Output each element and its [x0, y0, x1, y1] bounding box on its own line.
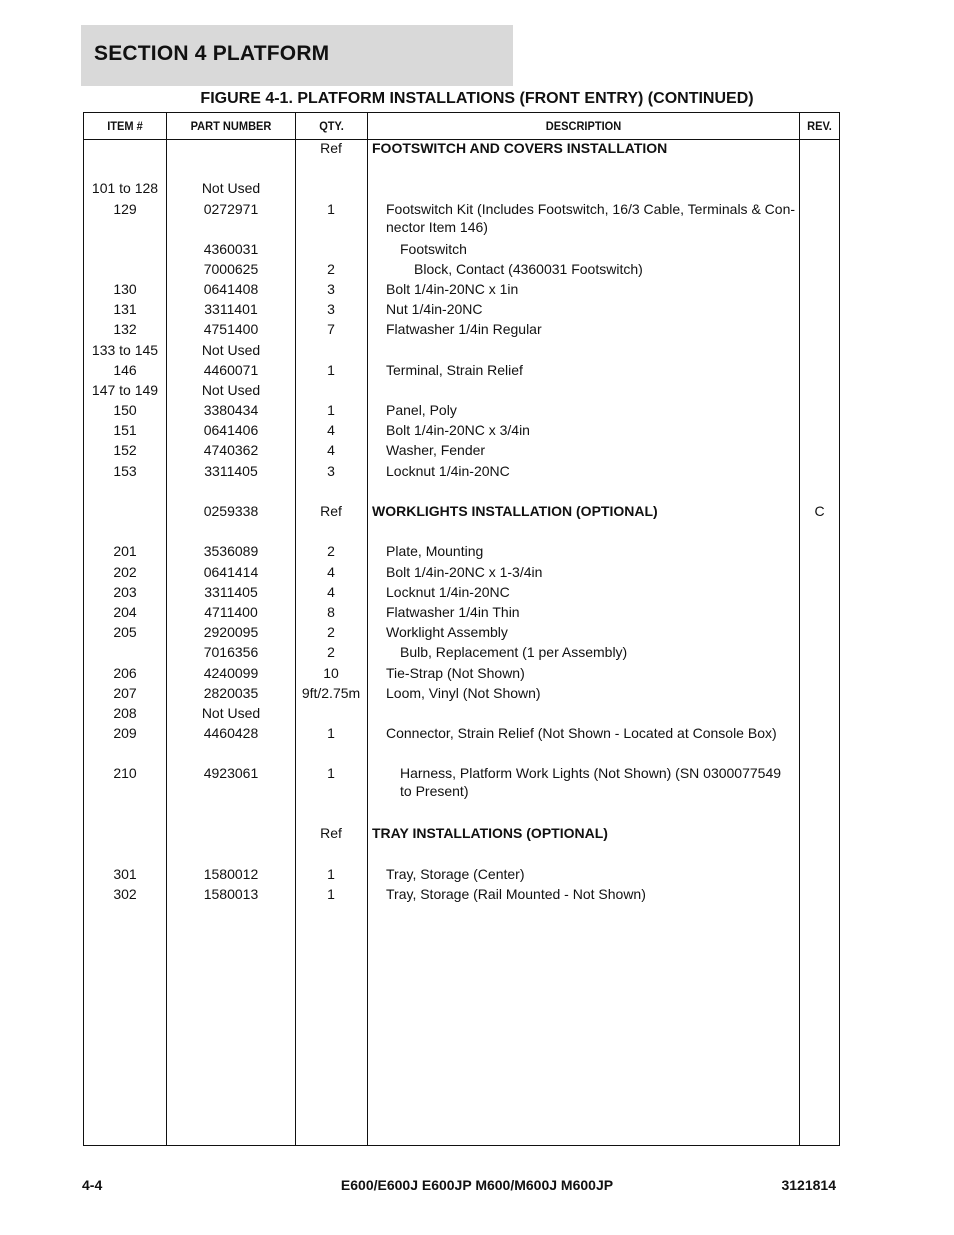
table-row: [0, 542, 954, 562]
table-row: [0, 280, 954, 300]
table-row: [0, 200, 954, 240]
item-cell: 210: [113, 765, 137, 782]
item-cell: 101 to 128: [91, 180, 159, 197]
item-cell: 206: [113, 664, 137, 681]
item-cell: 202: [113, 563, 137, 580]
qty-cell: 2: [327, 624, 335, 641]
table-row: [0, 482, 954, 502]
qty-cell: 1: [327, 200, 335, 217]
part-number-cell: 0641408: [203, 280, 259, 297]
table-row: [0, 885, 954, 905]
description-cell: TRAY INSTALLATIONS (OPTIONAL): [372, 825, 608, 842]
description-cell: Flatwasher 1/4in Thin: [386, 603, 520, 620]
item-cell: 132: [113, 321, 137, 338]
qty-cell: 2: [327, 644, 335, 661]
qty-cell: 1: [327, 361, 335, 378]
qty-cell: Ref: [320, 825, 342, 842]
table-row: [0, 381, 954, 401]
description-cell: Bolt 1/4in-20NC x 3/4in: [386, 422, 530, 439]
part-number-cell: Not Used: [201, 180, 261, 197]
item-cell: 205: [113, 624, 137, 641]
section-title: SECTION 4 PLATFORM: [94, 42, 330, 65]
part-number-cell: 2920095: [203, 624, 259, 641]
table-row: [0, 563, 954, 583]
description-cell: Bulb, Replacement (1 per Assembly): [400, 644, 628, 661]
description-cell: Flatwasher 1/4in Regular: [386, 321, 542, 338]
header-item: ITEM #: [107, 119, 143, 133]
description-cell: Tray, Storage (Rail Mounted - Not Shown): [386, 885, 646, 902]
table-row: [0, 159, 954, 179]
qty-cell: 4: [327, 563, 335, 580]
page-number: 4-4: [82, 1177, 103, 1193]
table-row: [0, 643, 954, 663]
qty-cell: 4: [327, 442, 335, 459]
table-row: [0, 401, 954, 421]
part-number-cell: 4240099: [203, 664, 259, 681]
item-cell: 152: [113, 442, 137, 459]
table-row: [0, 361, 954, 381]
table-row: [0, 704, 954, 724]
header-rev: REV.: [807, 119, 832, 133]
description-cell: Footswitch: [400, 240, 467, 257]
description-cell: FOOTSWITCH AND COVERS INSTALLATION: [372, 140, 668, 156]
description-cell: Block, Contact (4360031 Footswitch): [414, 260, 643, 277]
qty-cell: 2: [327, 543, 335, 560]
description-cell: Tie-Strap (Not Shown): [386, 664, 525, 681]
part-number-cell: 0272971: [203, 200, 259, 217]
item-cell: 129: [113, 200, 137, 217]
description-cell: Harness, Platform Work Lights (Not Shown) (SN 0300077549 to Present): [400, 765, 782, 800]
part-number-cell: 4711400: [204, 603, 258, 620]
description-cell: Locknut 1/4in-20NC: [386, 462, 510, 479]
part-number-cell: Not Used: [201, 381, 261, 398]
item-cell: 133 to 145: [91, 341, 159, 358]
qty-cell: 1: [327, 402, 335, 419]
header-qty: QTY.: [319, 119, 344, 133]
qty-cell: 3: [327, 280, 335, 297]
item-cell: 147 to 149: [91, 381, 159, 398]
part-number-cell: 4751400: [203, 321, 259, 338]
part-number-cell: 0641414: [203, 563, 259, 580]
part-number-cell: 3536089: [203, 543, 259, 560]
table-row: [0, 844, 954, 864]
description-cell: Locknut 1/4in-20NC: [386, 583, 510, 600]
description-cell: Worklight Assembly: [386, 624, 508, 641]
qty-cell: 8: [327, 603, 335, 620]
part-number-cell: 4460071: [203, 361, 259, 378]
description-cell: Footswitch Kit (Includes Footswitch, 16/3 Cable, Terminals & Con-nector Item 146): [386, 200, 796, 235]
table-row: [0, 421, 954, 441]
qty-cell: 4: [327, 583, 335, 600]
description-cell: Bolt 1/4in-20NC x 1-3/4in: [386, 563, 543, 580]
part-number-cell: 1580013: [203, 885, 259, 902]
qty-cell: 1: [327, 725, 335, 742]
part-number-cell: 7016356: [203, 644, 259, 661]
description-cell: Plate, Mounting: [386, 543, 484, 560]
description-cell: Terminal, Strain Relief: [386, 361, 523, 378]
item-cell: 130: [113, 280, 137, 297]
description-cell: Panel, Poly: [386, 402, 457, 419]
qty-cell: 3: [327, 301, 335, 318]
table-row: [0, 684, 954, 704]
description-cell: Tray, Storage (Center): [386, 865, 525, 882]
description-cell: Connector, Strain Relief (Not Shown - Located at Console Box): [386, 725, 777, 742]
description-cell: Loom, Vinyl (Not Shown): [386, 684, 541, 701]
table-row: [0, 139, 954, 159]
table-row: [0, 240, 954, 260]
table-row: [0, 623, 954, 643]
table-row: [0, 724, 954, 764]
table-row: [0, 179, 954, 199]
part-number-cell: 0259338: [203, 503, 259, 519]
qty-cell: 7: [327, 321, 335, 338]
part-number-cell: 3311405: [204, 462, 258, 479]
rev-cell: C: [814, 503, 825, 519]
section-header: [81, 25, 513, 86]
item-cell: 201: [113, 543, 137, 560]
table-row: [0, 764, 954, 804]
description-cell: Bolt 1/4in-20NC x 1in: [386, 280, 519, 297]
description-cell: WORKLIGHTS INSTALLATION (OPTIONAL): [372, 503, 658, 519]
figure-title: FIGURE 4-1. PLATFORM INSTALLATIONS (FRONT ENTRY) (CONTINUED): [200, 90, 754, 107]
qty-cell: 4: [327, 422, 335, 439]
table-body: [0, 139, 954, 905]
part-number-cell: 0641406: [203, 422, 259, 439]
qty-cell: Ref: [320, 503, 342, 519]
item-cell: 146: [113, 361, 137, 378]
document-number: 3121814: [781, 1177, 836, 1193]
item-cell: 150: [113, 402, 137, 419]
qty-cell: 10: [323, 664, 339, 681]
header-description: DESCRIPTION: [545, 119, 622, 133]
part-number-cell: Not Used: [201, 341, 261, 358]
qty-cell: 3: [327, 462, 335, 479]
model-list: E600/E600J E600JP M600/M600J M600JP: [340, 1177, 614, 1193]
part-number-cell: 4923061: [203, 765, 259, 782]
table-row: [0, 502, 954, 522]
part-number-cell: 7000625: [203, 260, 259, 277]
table-row: [0, 441, 954, 461]
item-cell: 203: [113, 583, 137, 600]
part-number-cell: 2820035: [203, 684, 259, 701]
item-cell: 207: [113, 684, 137, 701]
item-cell: 204: [113, 603, 137, 620]
table-row: [0, 603, 954, 623]
qty-cell: 1: [327, 765, 335, 782]
part-number-cell: 1580012: [203, 865, 259, 882]
description-cell: Nut 1/4in-20NC: [386, 301, 483, 318]
item-cell: 151: [113, 422, 137, 439]
item-cell: 153: [113, 462, 137, 479]
item-cell: 208: [113, 704, 137, 721]
item-cell: 131: [113, 301, 137, 318]
item-cell: 302: [113, 885, 137, 902]
table-row: [0, 664, 954, 684]
part-number-cell: 3311405: [204, 583, 258, 600]
table-row: [0, 824, 954, 844]
qty-cell: Ref: [320, 140, 342, 156]
qty-cell: 1: [327, 885, 335, 902]
part-number-cell: 3311401: [204, 301, 258, 318]
qty-cell: 2: [327, 260, 335, 277]
table-row: [0, 341, 954, 361]
table-row: [0, 462, 954, 482]
table-row: [0, 865, 954, 885]
qty-cell: 9ft/2.75m: [301, 684, 361, 701]
table-row: [0, 804, 954, 824]
part-number-cell: 4740362: [203, 442, 259, 459]
table-row: [0, 522, 954, 542]
table-row: [0, 583, 954, 603]
qty-cell: 1: [327, 865, 335, 882]
part-number-cell: 3380434: [203, 402, 259, 419]
item-cell: 209: [113, 725, 137, 742]
table-row: [0, 260, 954, 280]
table-row: [0, 320, 954, 340]
item-cell: 301: [113, 865, 137, 882]
part-number-cell: 4360031: [203, 240, 259, 257]
header-part-number: PART NUMBER: [190, 119, 272, 133]
part-number-cell: Not Used: [201, 704, 261, 721]
description-cell: Washer, Fender: [386, 442, 486, 459]
table-row: [0, 300, 954, 320]
part-number-cell: 4460428: [203, 725, 259, 742]
